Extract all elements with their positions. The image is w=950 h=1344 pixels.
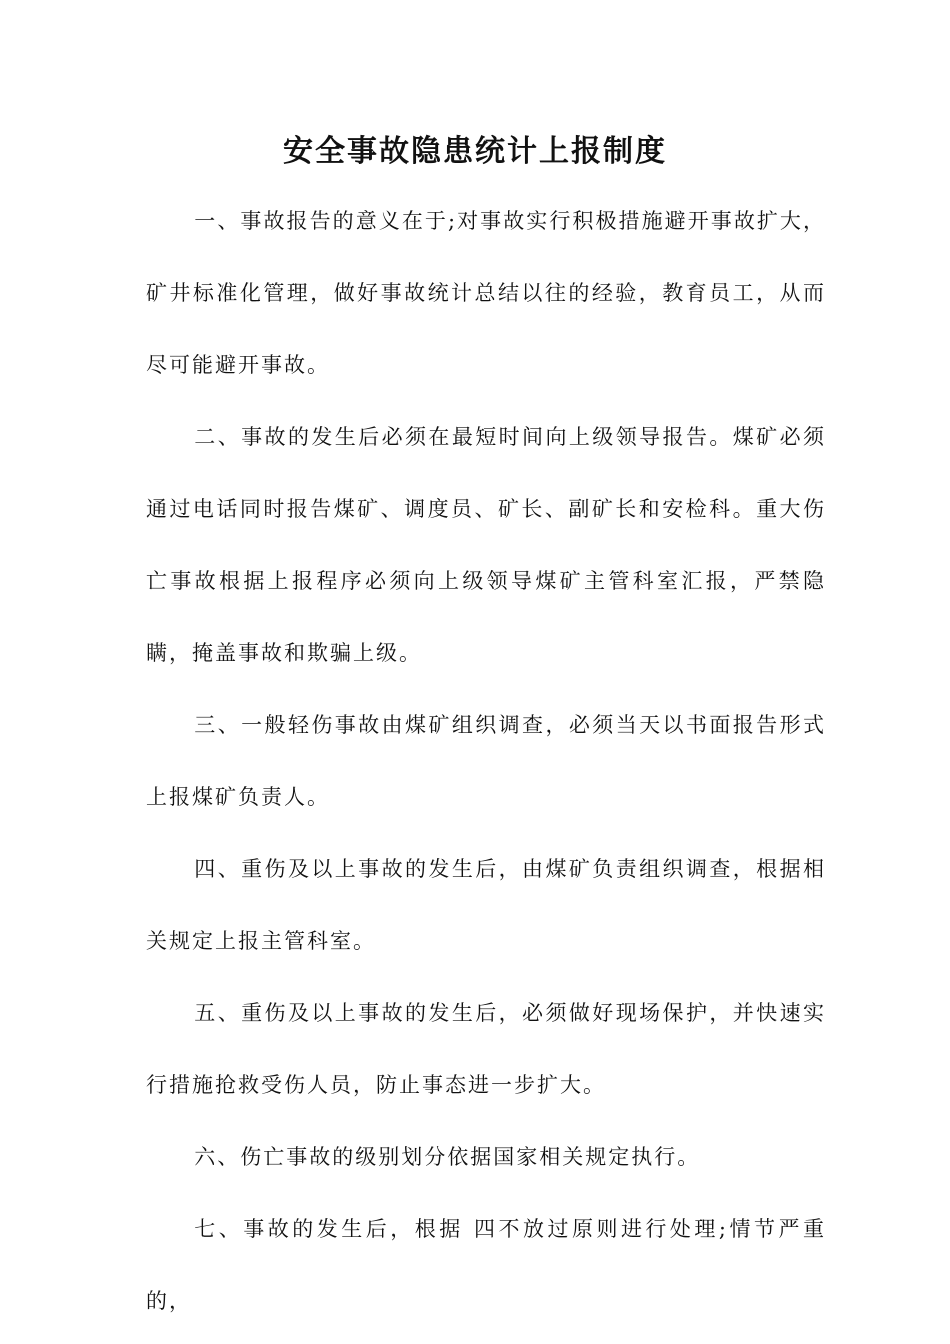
paragraph-1: 一、事故报告的意义在于;对事故实行积极措施避开事故扩大，矿井标准化管理，做好事故统计总结以往的经验，教育员工，从而尽可能避开事故。	[146, 209, 826, 377]
paragraph-7: 七、事故的发生后，根据 四不放过原则进行处理;情节严重的，	[146, 1217, 826, 1313]
paragraph-4: 四、重伤及以上事故的发生后，由煤矿负责组织调查，根据相关规定上报主管科室。	[146, 857, 826, 953]
document-body	[146, 185, 826, 1337]
paragraph-2: 二、事故的发生后必须在最短时间向上级领导报告。煤矿必须通过电话同时报告煤矿、调度员、矿长、副矿长和安检科。重大伤亡事故根据上报程序必须向上级领导煤矿主管科室汇报，严禁隐瞒，掩盖事故和欺骗上级。	[146, 425, 826, 665]
paragraph-5: 五、重伤及以上事故的发生后，必须做好现场保护，并快速实行措施抢救受伤人员，防止事态进一步扩大。	[146, 1001, 826, 1097]
paragraph-3: 三、一般轻伤事故由煤矿组织调查，必须当天以书面报告形式上报煤矿负责人。	[146, 713, 826, 809]
paragraph-6: 六、伤亡事故的级别划分依据国家相关规定执行。	[194, 1145, 701, 1169]
document-title: 安全事故隐患统计上报制度	[283, 134, 667, 169]
